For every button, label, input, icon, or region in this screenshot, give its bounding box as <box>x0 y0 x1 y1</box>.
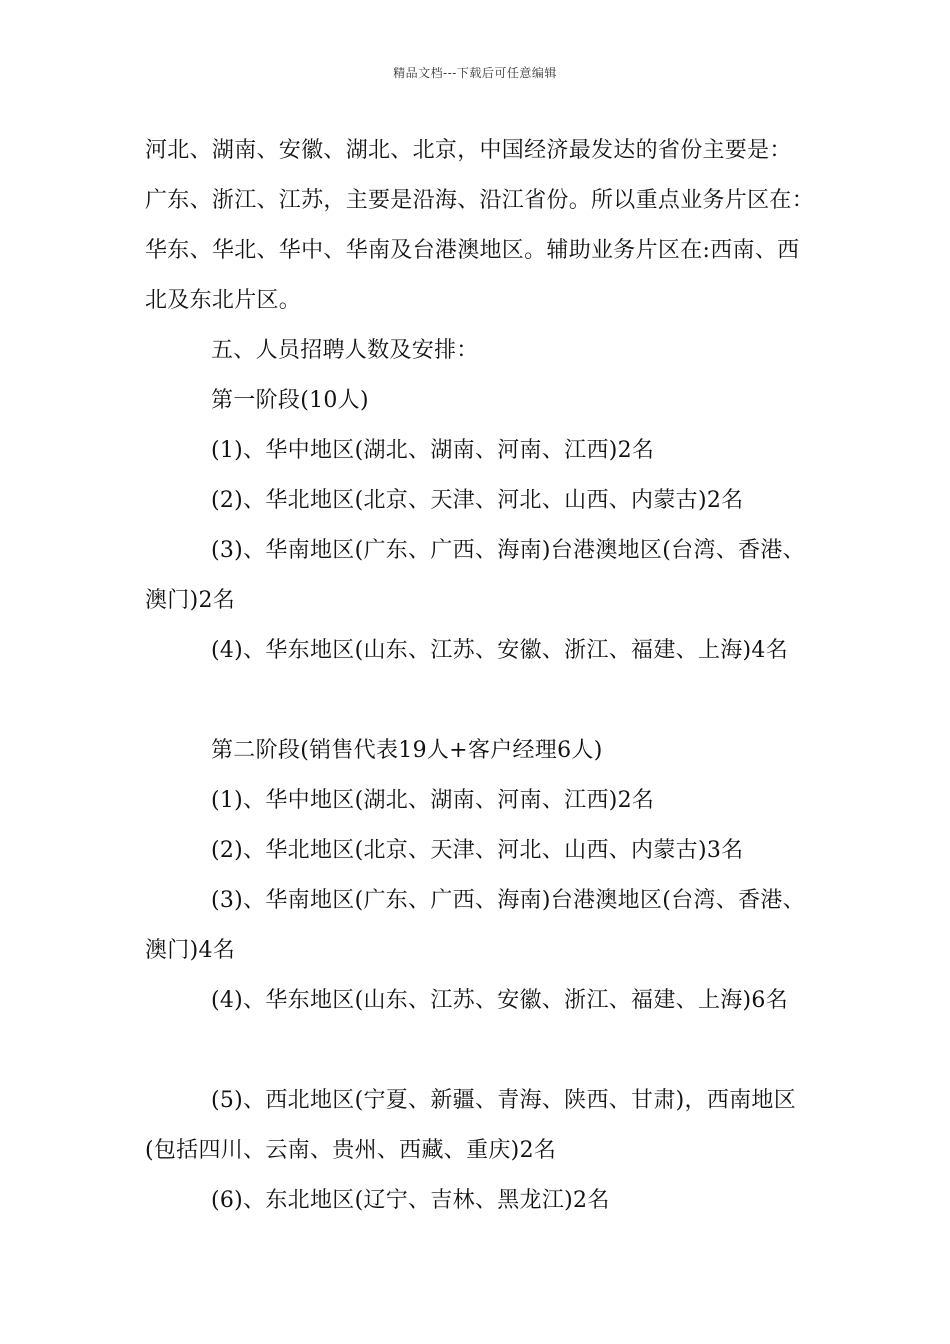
stage-2-title: 第二阶段(销售代表19人+客户经理6人) <box>211 738 603 763</box>
page-header: 精品文档---下载后可任意编辑 <box>393 66 557 80</box>
stage-1-item: (4)、华东地区(山东、江苏、安徽、浙江、福建、上海)4名 <box>211 638 789 663</box>
stage-2-item-continuation: (包括四川、云南、贵州、西藏、重庆)2名 <box>145 1138 557 1163</box>
stage-1-item: (1)、华中地区(湖北、湖南、河南、江西)2名 <box>211 438 655 463</box>
stage-2-item: (6)、东北地区(辽宁、吉林、黑龙江)2名 <box>211 1188 610 1213</box>
paragraph-line: 河北、湖南、安徽、湖北、北京，中国经济最发达的省份主要是： <box>145 138 792 163</box>
stage-1-item: (2)、华北地区(北京、天津、河北、山西、内蒙古)2名 <box>211 488 744 513</box>
stage-2-item: (3)、华南地区(广东、广西、海南)台港澳地区(台湾、香港、 <box>211 888 805 913</box>
stage-2-item: (2)、华北地区(北京、天津、河北、山西、内蒙古)3名 <box>211 838 744 863</box>
stage-1-title: 第一阶段(10人) <box>211 388 369 413</box>
document-body <box>145 126 821 1226</box>
section-heading: 五、人员招聘人数及安排： <box>211 338 479 363</box>
stage-1-item-continuation: 澳门)2名 <box>145 588 236 613</box>
blank-line <box>145 1026 821 1076</box>
stage-2-item: (4)、华东地区(山东、江苏、安徽、浙江、福建、上海)6名 <box>211 988 789 1013</box>
blank-line <box>145 676 821 726</box>
paragraph-line: 广东、浙江、江苏，主要是沿海、沿江省份。所以重点业务片区在： <box>145 188 815 213</box>
stage-2-item: (1)、华中地区(湖北、湖南、河南、江西)2名 <box>211 788 655 813</box>
stage-1-item: (3)、华南地区(广东、广西、海南)台港澳地区(台湾、香港、 <box>211 538 805 563</box>
paragraph-line: 华东、华北、华中、华南及台港澳地区。辅助业务片区在:西南、西 <box>145 238 800 263</box>
paragraph-line: 北及东北片区。 <box>145 288 302 313</box>
stage-2-item-continuation: 澳门)4名 <box>145 938 236 963</box>
stage-2-item: (5)、西北地区(宁夏、新疆、青海、陕西、甘肃)，西南地区 <box>211 1088 797 1113</box>
